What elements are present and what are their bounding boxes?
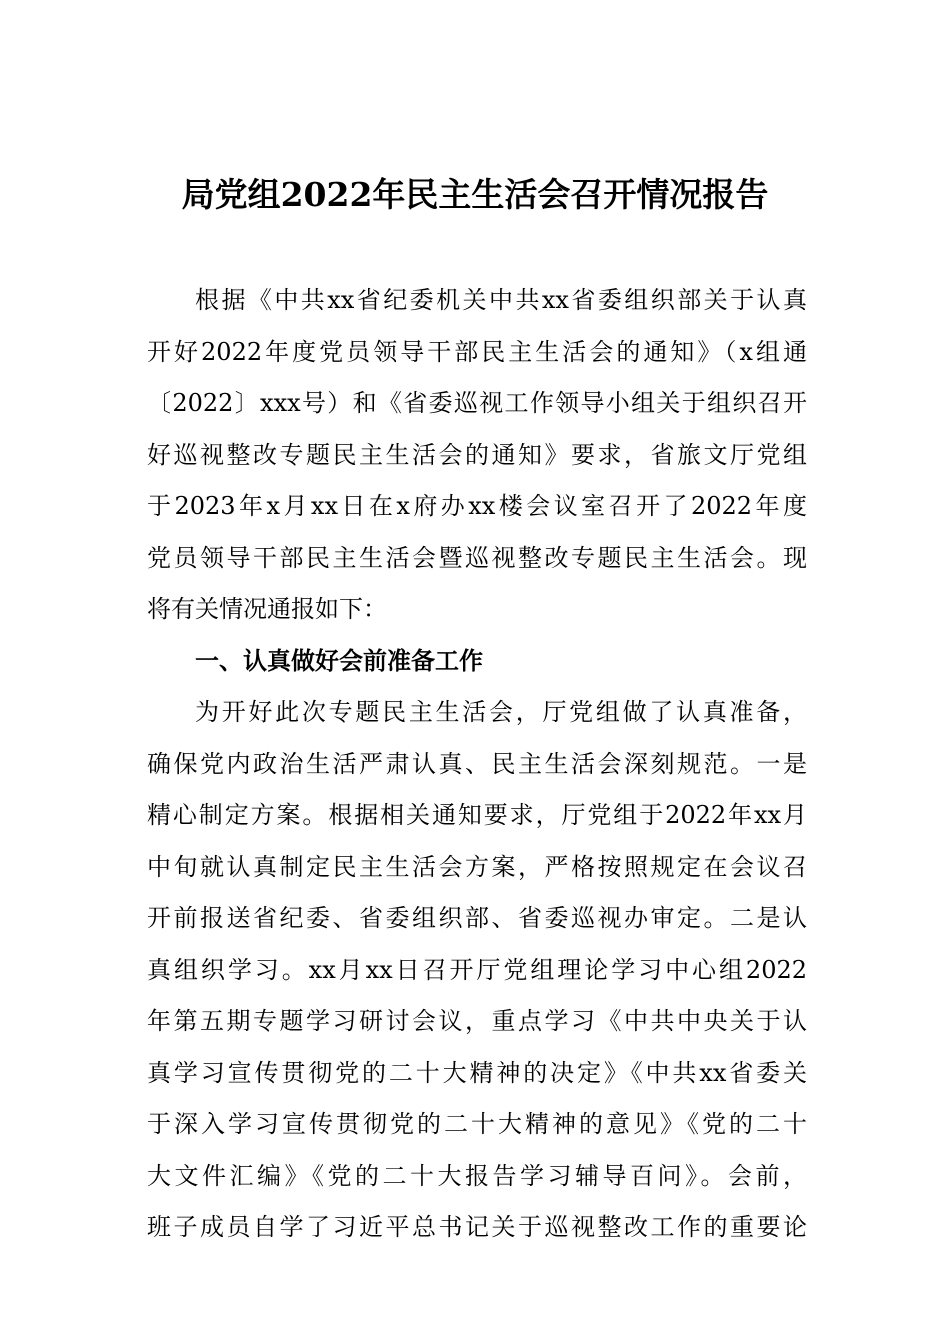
paragraph-line: 开前报送省纪委、省委组织部、省委巡视办审定。二是认 bbox=[147, 904, 807, 932]
paragraph-line: 真组织学习。xx月xx日召开厅党组理论学习中心组2022 bbox=[147, 955, 807, 984]
paragraph-line: 好巡视整改专题民主生活会的通知》要求，省旅文厅党组 bbox=[147, 440, 807, 469]
paragraph-line: 大文件汇编》《党的二十大报告学习辅导百问》。会前， bbox=[147, 1161, 807, 1190]
paragraph-line: 〔2022〕xxx号）和《省委巡视工作领导小组关于组织召开 bbox=[147, 389, 807, 417]
document-body bbox=[147, 275, 807, 1254]
paragraph-line: 开好2022年度党员领导干部民主生活会的通知》（x组通 bbox=[147, 337, 807, 366]
paragraph-line: 将有关情况通报如下： bbox=[147, 595, 387, 623]
paragraph-line: 于深入学习宣传贯彻党的二十大精神的意见》《党的二十 bbox=[147, 1110, 807, 1138]
section-heading: 一、认真做好会前准备工作 bbox=[195, 646, 483, 675]
paragraph-line: 党员领导干部民主生活会暨巡视整改专题民主生活会。现 bbox=[147, 543, 807, 572]
paragraph-line: 班子成员自学了习近平总书记关于巡视整改工作的重要论 bbox=[147, 1213, 807, 1241]
paragraph-line: 真学习宣传贯彻党的二十大精神的决定》《中共xx省委关 bbox=[147, 1058, 807, 1087]
paragraph-line: 年第五期专题学习研讨会议，重点学习《中共中央关于认 bbox=[147, 1007, 807, 1035]
paragraph-line: 中旬就认真制定民主生活会方案，严格按照规定在会议召 bbox=[147, 852, 807, 881]
paragraph-line: 为开好此次专题民主生活会，厅党组做了认真准备， bbox=[195, 698, 807, 726]
paragraph-line: 根据《中共xx省纪委机关中共xx省委组织部关于认真 bbox=[195, 286, 807, 314]
paragraph-1 bbox=[147, 275, 807, 636]
document-title: 局党组2022年民主生活会召开情况报告 bbox=[181, 175, 769, 214]
paragraph-2 bbox=[147, 687, 807, 1254]
paragraph-line: 确保党内政治生活严肃认真、民主生活会深刻规范。一是 bbox=[147, 749, 807, 778]
paragraph-line: 于2023年x月xx日在x府办xx楼会议室召开了2022年度 bbox=[147, 492, 807, 520]
paragraph-line: 精心制定方案。根据相关通知要求，厅党组于2022年xx月 bbox=[147, 801, 807, 829]
